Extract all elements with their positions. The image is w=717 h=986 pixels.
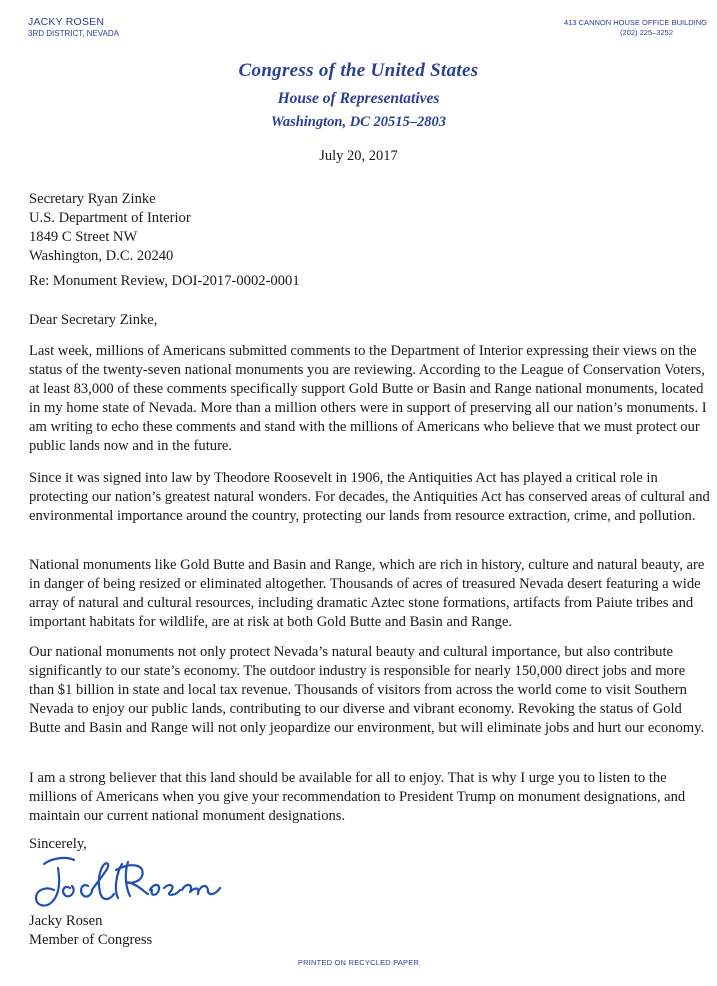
closing: Sincerely, — [29, 836, 87, 852]
letter-date: July 20, 2017 — [319, 148, 398, 164]
signature-name: Jacky Rosen — [130, 916, 136, 917]
office-address: 413 CANNON HOUSE OFFICE BUILDING — [564, 18, 707, 27]
house-heading: House of Representatives — [277, 90, 440, 107]
paragraph-1: Last week, millions of Americans submitted comments to the Department of Interior expressing their views on the status of the twenty-seven national monuments you are reviewing. According to the League of Conservation Voters, at least 83,000 of these comments specifically support Gold Butte or Basin and Range national monuments, located in my home state of Nevada. More than a million others were in support of preserving all our nation’s monuments. I am writing to echo these comments and stand with the millions of Americans who believe that we must protect our public lands now and in the future. — [29, 343, 707, 454]
city-heading: Washington, DC 20515–2803 — [271, 114, 446, 130]
recycled-paper-note: PRINTED ON RECYCLED PAPER — [297, 958, 420, 967]
paragraph-3: National monuments like Gold Butte and Basin and Range, which are rich in history, culture and natural beauty, are in danger of being resized or eliminated altogether. Thousands of acres of treasured Nevada desert featuring a wide array of natural and cultural resources, including dramatic Aztec stone formations, artifacts from Paiute tribes and important habitats for wildlife, are at risk at both Gold Butte and Basin and Range. — [29, 557, 705, 630]
letterhead-left — [28, 16, 119, 40]
signer-block — [29, 912, 710, 950]
paragraph-5: I am a strong believer that this land should be available for all to enjoy. That is why I urge you to listen to the millions of Americans when you give your recommendation to President Trump on monument designations, and maintain our current national monument designations. — [29, 770, 686, 824]
signature — [30, 850, 240, 920]
member-district: 3RD DISTRICT, NEVADA — [28, 29, 119, 38]
congress-heading: Congress of the United States — [238, 60, 479, 81]
letterhead-right — [564, 18, 707, 38]
recipient-line: 1849 C Street NW — [29, 229, 138, 245]
signer-title: Member of Congress — [29, 932, 153, 948]
subject-line: Re: Monument Review, DOI-2017-0002-0001 — [29, 273, 300, 289]
paragraph-4: Our national monuments not only protect Nevada’s natural beauty and cultural importance, but also contribute significantly to our state’s economy. The outdoor industry is responsible for nearly 150,000 direct jobs and more than $1 billion in state and local tax revenue. Thousands of visitors from across the world come to visit Southern Nevada to enjoy our public lands, contributing to our diverse and vibrant economy. Revoking the status of Gold Butte and Basin and Range will not only jeopardize our environment, but will eliminate jobs and hurt our economy. — [29, 644, 705, 736]
office-phone: (202) 225–3252 — [620, 28, 673, 37]
salutation: Dear Secretary Zinke, — [29, 312, 158, 328]
recipient-line: Secretary Ryan Zinke — [29, 191, 156, 207]
member-name: JACKY ROSEN — [28, 16, 105, 28]
signer-name: Jacky Rosen — [29, 913, 103, 929]
recipient-line: U.S. Department of Interior — [29, 210, 191, 226]
paragraph-2: Since it was signed into law by Theodore Roosevelt in 1906, the Antiquities Act has played a critical role in protecting our nation’s greatest natural wonders. For decades, the Antiquities Act has conserved areas of cultural and environmental importance around the country, protecting our lands from resource extraction, crime, and pollution. — [29, 470, 710, 524]
recipient-line: Washington, D.C. 20240 — [29, 248, 174, 264]
recipient-address — [29, 190, 710, 266]
